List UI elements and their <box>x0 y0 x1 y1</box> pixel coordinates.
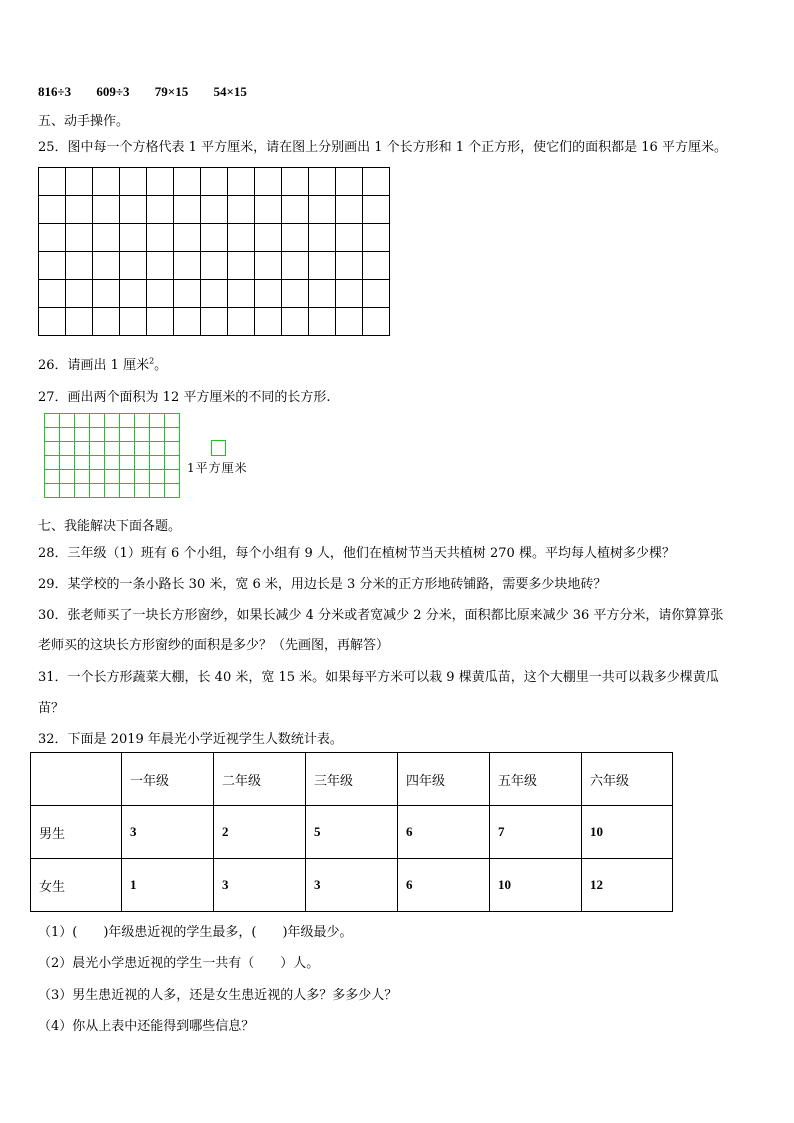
green-grid-cell <box>75 428 90 442</box>
question-31-line-1: 31．一个长方形蔬菜大棚，长 40 米，宽 15 米。如果每平方米可以栽 9 棵黄瓜苗，这个大棚里一共可以栽多少棵黄瓜 <box>38 670 719 685</box>
question-30-line-1: 30．张老师买了一块长方形窗纱，如果长减少 4 分米或者宽减少 2 分米，面积都比原来减少 36 平方分米，请你算算张 <box>38 608 724 623</box>
green-grid-cell <box>120 414 135 428</box>
superscript: 2 <box>149 356 155 366</box>
green-grid-cell <box>135 442 150 456</box>
square-grid-cell <box>174 168 201 196</box>
green-grid-cell <box>90 484 105 498</box>
green-grid-cell <box>60 414 75 428</box>
square-grid-cell <box>120 168 147 196</box>
green-grid-cell <box>165 484 180 498</box>
table-cell: 3 <box>306 859 398 912</box>
square-grid-cell <box>39 308 66 336</box>
green-grid-cell <box>120 428 135 442</box>
green-grid-cell <box>120 470 135 484</box>
green-grid-cell <box>105 456 120 470</box>
table-cell: 6 <box>398 859 490 912</box>
square-grid-cell <box>228 308 255 336</box>
square-grid-cell <box>147 308 174 336</box>
square-grid-cell <box>201 224 228 252</box>
square-grid-cell <box>66 168 93 196</box>
square-grid-cell <box>93 252 120 280</box>
calc-row <box>38 84 269 100</box>
square-grid-cell <box>309 252 336 280</box>
green-grid-cell <box>135 484 150 498</box>
table-header-cell: 二年级 <box>214 753 306 806</box>
square-grid-cell <box>120 224 147 252</box>
square-grid-row <box>39 280 390 308</box>
table-cell: 10 <box>582 806 673 859</box>
unit-label: 1平方厘米 <box>187 461 248 475</box>
square-grid-cell <box>255 252 282 280</box>
table-cell: 3 <box>122 806 214 859</box>
green-grid-cell <box>45 442 60 456</box>
unit-square <box>211 440 226 456</box>
square-grid-cell <box>201 308 228 336</box>
square-grid-cell <box>282 196 309 224</box>
square-grid-cell <box>282 252 309 280</box>
table-header-cell: 六年级 <box>582 753 673 806</box>
calc-item: 79×15 <box>154 84 189 99</box>
square-grid-cell <box>201 168 228 196</box>
row-label: 女生 <box>31 859 122 912</box>
question-29: 29．某学校的一条小路长 30 米，宽 6 米，用边长是 3 分米的正方形地砖铺路，需要多少块地砖？ <box>38 577 607 592</box>
calc-item: 54×15 <box>213 84 247 99</box>
green-grid-cell <box>120 442 135 456</box>
question-26-text: 26．请画出 1 厘米 <box>38 358 150 373</box>
question-28: 28．三年级（1）班有 6 个小组，每个小组有 9 人，他们在植树节当天共植树 270 棵。平均每人植树多少棵？ <box>38 546 675 561</box>
question-31-line-2: 苗？ <box>38 701 65 716</box>
square-grid-cell <box>336 252 363 280</box>
table-header-cell: 五年级 <box>490 753 582 806</box>
section-5-heading: 五、动手操作。 <box>38 114 130 129</box>
sub-question-1: （1）( )年级患近视的学生最多，( )年级最少。 <box>38 925 353 940</box>
square-grid-cell <box>336 196 363 224</box>
table-cell: 10 <box>490 859 582 912</box>
square-grid-cell <box>93 224 120 252</box>
green-grid-cell <box>150 456 165 470</box>
green-grid-row <box>45 484 180 498</box>
green-grid-row <box>45 414 180 428</box>
green-grid-cell <box>105 442 120 456</box>
square-grid-cell <box>201 280 228 308</box>
square-grid-cell <box>363 168 390 196</box>
square-grid-cell <box>66 252 93 280</box>
question-26-end: 。 <box>154 358 168 373</box>
square-grid-cell <box>147 224 174 252</box>
green-grid-cell <box>165 442 180 456</box>
square-grid-cell <box>336 308 363 336</box>
table-header-cell: 一年级 <box>122 753 214 806</box>
square-grid-cell <box>93 308 120 336</box>
square-grid-cell <box>93 168 120 196</box>
table-cell: 12 <box>582 859 673 912</box>
square-grid-cell <box>282 224 309 252</box>
sub-question-4: （4）你从上表中还能得到哪些信息？ <box>38 1019 255 1034</box>
square-grid-cell <box>309 196 336 224</box>
green-grid-cell <box>60 442 75 456</box>
square-grid-cell <box>336 224 363 252</box>
square-grid-cell <box>228 280 255 308</box>
green-grid-cell <box>135 456 150 470</box>
green-grid-cell <box>60 484 75 498</box>
green-grid-cell <box>90 428 105 442</box>
square-grid-cell <box>147 252 174 280</box>
question-27: 27．画出两个面积为 12 平方厘米的不同的长方形. <box>38 390 331 405</box>
table-cell: 2 <box>214 806 306 859</box>
square-grid-cell <box>66 308 93 336</box>
row-label: 男生 <box>31 806 122 859</box>
green-grid-cell <box>165 428 180 442</box>
green-grid-cell <box>135 428 150 442</box>
green-grid-cell <box>45 470 60 484</box>
green-grid-cell <box>45 456 60 470</box>
green-grid-cell <box>165 456 180 470</box>
green-grid-cell <box>150 428 165 442</box>
square-grid-cell <box>255 196 282 224</box>
square-grid-cell <box>228 196 255 224</box>
square-grid-cell <box>282 168 309 196</box>
square-grid-cell <box>309 280 336 308</box>
green-grid-cell <box>45 428 60 442</box>
green-grid-cell <box>120 456 135 470</box>
green-grid-cell <box>150 484 165 498</box>
green-grid-cell <box>45 484 60 498</box>
square-grid-cell <box>282 280 309 308</box>
square-grid-cell <box>93 280 120 308</box>
square-grid-cell <box>363 196 390 224</box>
green-grid-cell <box>60 456 75 470</box>
square-grid-cell <box>336 168 363 196</box>
square-grid-cell <box>228 168 255 196</box>
green-grid-cell <box>90 414 105 428</box>
square-grid-row <box>39 224 390 252</box>
square-grid-cell <box>282 308 309 336</box>
square-grid-cell <box>39 196 66 224</box>
square-grid-cell <box>336 280 363 308</box>
square-grid-cell <box>309 308 336 336</box>
square-grid-cell <box>66 224 93 252</box>
question-30-line-2: 老师买的这块长方形窗纱的面积是多少？（先画图，再解答） <box>38 638 390 653</box>
square-grid-cell <box>228 252 255 280</box>
table-cell: 6 <box>398 806 490 859</box>
green-grid-cell <box>150 442 165 456</box>
square-grid-cell <box>39 252 66 280</box>
table-header-cell: 四年级 <box>398 753 490 806</box>
green-grid-row <box>45 456 180 470</box>
green-grid-cell <box>105 484 120 498</box>
square-grid-cell <box>363 252 390 280</box>
square-grid-cell <box>228 224 255 252</box>
square-grid-cell <box>147 280 174 308</box>
green-grid-cell <box>90 456 105 470</box>
green-grid-cell <box>105 414 120 428</box>
myopia-stats-table <box>30 752 673 912</box>
square-grid-cell <box>363 224 390 252</box>
green-grid-cell <box>75 414 90 428</box>
green-grid-row <box>45 442 180 456</box>
square-grid-cell <box>201 252 228 280</box>
green-grid-cell <box>135 414 150 428</box>
square-grid-cell <box>120 280 147 308</box>
square-grid-cell <box>174 252 201 280</box>
sub-question-3: （3）男生患近视的人多，还是女生患近视的人多？多多少人？ <box>38 988 398 1003</box>
question-25: 25．图中每一个方格代表 1 平方厘米，请在图上分别画出 1 个长方形和 1 个正方形，使它们的面积都是 16 平方厘米。 <box>38 140 727 155</box>
square-grid-cell <box>309 168 336 196</box>
square-grid-cell <box>66 280 93 308</box>
square-grid-row <box>39 168 390 196</box>
square-grid-cell <box>93 196 120 224</box>
green-grid-cell <box>165 414 180 428</box>
green-grid-cell <box>165 470 180 484</box>
square-grid-cell <box>174 224 201 252</box>
square-grid-cell <box>174 196 201 224</box>
table-cell: 1 <box>122 859 214 912</box>
green-grid-cell <box>45 414 60 428</box>
square-grid-cell <box>255 224 282 252</box>
square-grid-cell <box>147 196 174 224</box>
square-grid-cell <box>174 280 201 308</box>
square-grid-cell <box>201 196 228 224</box>
green-grid-cell <box>75 484 90 498</box>
green-grid-cell <box>90 442 105 456</box>
square-grid-row <box>39 252 390 280</box>
section-7-heading: 七、我能解决下面各题。 <box>38 519 182 534</box>
square-grid-cell <box>255 308 282 336</box>
table-cell: 3 <box>214 859 306 912</box>
green-grid-cell <box>90 470 105 484</box>
green-grid-9x6 <box>44 413 180 498</box>
question-26 <box>38 354 167 373</box>
green-grid-cell <box>75 442 90 456</box>
square-grid-cell <box>120 308 147 336</box>
square-grid-cell <box>255 168 282 196</box>
square-grid-cell <box>147 168 174 196</box>
green-grid-cell <box>150 470 165 484</box>
square-grid-row <box>39 308 390 336</box>
green-grid-row <box>45 428 180 442</box>
green-grid-cell <box>120 484 135 498</box>
square-grid-cell <box>174 308 201 336</box>
square-grid-cell <box>39 280 66 308</box>
square-grid-cell <box>66 196 93 224</box>
table-header-row <box>31 753 673 806</box>
table-header-cell: 三年级 <box>306 753 398 806</box>
table-header-cell <box>31 753 122 806</box>
square-grid-cell <box>120 196 147 224</box>
calc-item: 816÷3 <box>38 84 72 99</box>
green-grid-cell <box>150 414 165 428</box>
square-grid-cell <box>309 224 336 252</box>
question-32: 32．下面是 2019 年晨光小学近视学生人数统计表。 <box>38 732 343 747</box>
green-grid-cell <box>105 428 120 442</box>
green-grid-cell <box>75 470 90 484</box>
table-row <box>31 806 673 859</box>
table-row <box>31 859 673 912</box>
table-cell: 7 <box>490 806 582 859</box>
square-grid-cell <box>39 224 66 252</box>
square-grid-cell <box>255 280 282 308</box>
square-grid-row <box>39 196 390 224</box>
square-grid-cell <box>120 252 147 280</box>
square-grid-cell <box>39 168 66 196</box>
square-grid-13x6 <box>38 167 390 336</box>
green-grid-row <box>45 470 180 484</box>
green-grid-cell <box>135 470 150 484</box>
table-cell: 5 <box>306 806 398 859</box>
sub-question-2: （2）晨光小学患近视的学生一共有（ ）人。 <box>38 956 320 971</box>
green-grid-cell <box>60 470 75 484</box>
square-grid-cell <box>363 308 390 336</box>
calc-item: 609÷3 <box>96 84 130 99</box>
green-grid-cell <box>105 470 120 484</box>
square-grid-cell <box>363 280 390 308</box>
green-grid-cell <box>60 428 75 442</box>
green-grid-cell <box>75 456 90 470</box>
